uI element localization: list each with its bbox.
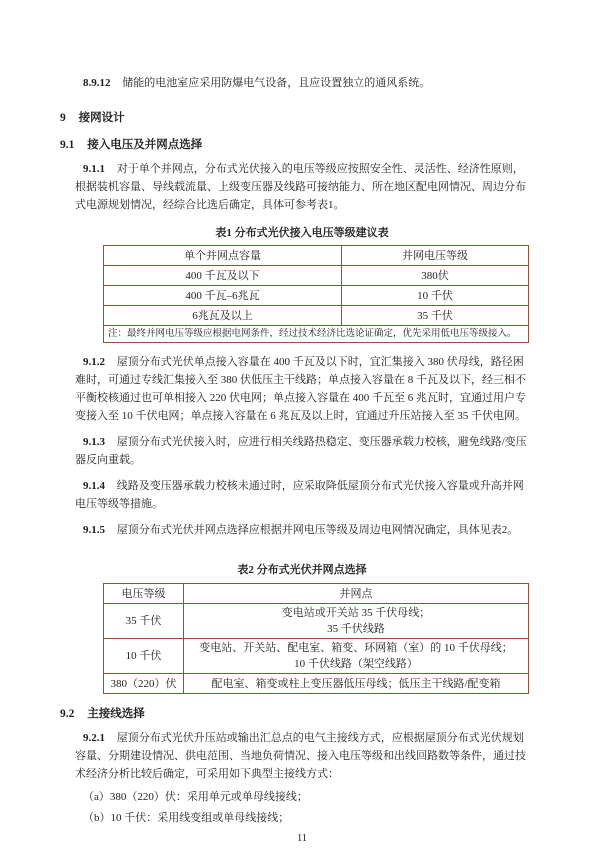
clause-text: 屋顶分布式光伏升压站或输出汇总点的电气主接线方式，应根据屋顶分布式光伏规划容量、分期建设情况、供电范围、当地负荷情况、接入电压等级和出线回路数等条件，通过技术经济分析比较后确定，可采用如下典型主接线方式：	[75, 732, 526, 780]
heading-title: 主接线选择	[87, 708, 145, 720]
heading-number: 9.2	[60, 708, 75, 720]
heading-title: 接入电压及并网点选择	[87, 139, 203, 151]
point-line: 变电站或开关站 35 千伏母线；	[281, 607, 431, 619]
table-2-header-voltage: 电压等级	[104, 584, 184, 604]
clause-9-2-1	[75, 729, 529, 783]
clause-number: 9.1.4	[83, 480, 105, 492]
table-1-header-capacity: 单个并网点容量	[104, 246, 342, 266]
clause-9-1-4	[75, 477, 529, 513]
table-cell-voltage: 35 千伏	[342, 306, 529, 326]
section-heading-9-1	[60, 136, 529, 154]
clause-9-1-1	[75, 160, 529, 214]
clause-text: 储能的电池室应采用防爆电气设备，且应设置独立的通风系统。	[122, 77, 431, 89]
page-number: 11	[296, 833, 308, 844]
clause-number: 9.1.1	[83, 163, 105, 175]
table-1-note: 注：最终并网电压等级应根据电网条件，经过技术经济比选论证确定，优先采用低电压等级接入。	[104, 326, 529, 343]
list-item-b: （b）10 千伏：采用线变组或单母线接线；	[83, 812, 290, 824]
table-1-header-voltage: 并网电压等级	[342, 246, 529, 266]
clause-9-1-5	[75, 521, 529, 539]
point-line: 配电室、箱变或柱上变压器低压母线；低压主干线路/配变箱	[211, 677, 501, 690]
table-2	[103, 583, 529, 694]
clause-text: 屋顶分布式光伏单点接入容量在 400 千瓦及以下时，宜汇集接入 380 伏母线，路径困难时，可通过专线汇集接入至 380 伏低压主干线路；单点接入容量在 8 千瓦及以下，经三相不平衡校核通过也可单相接入 220 伏电网；单点接入容量在 400 千瓦至 6 兆瓦时，宜通过用户专变接入至 10 千伏电网；单点接入容量在 6 兆瓦及以上时，宜通过升压站接入至 35 千伏电网。	[75, 356, 526, 422]
clause-9-1-2	[75, 353, 529, 425]
clause-number: 9.1.2	[83, 356, 105, 368]
table-1	[103, 245, 529, 343]
table-cell-point	[184, 674, 529, 694]
table-cell-capacity: 400 千瓦及以下	[104, 266, 342, 286]
table-cell-voltage: 10 千伏	[342, 286, 529, 306]
table-row	[104, 286, 529, 306]
table-cell-voltage: 35 千伏	[104, 604, 184, 639]
heading-number: 9	[60, 112, 66, 124]
table-row	[104, 639, 529, 674]
heading-number: 9.1	[60, 139, 75, 151]
table-cell-voltage: 10 千伏	[104, 639, 184, 674]
point-line: 35 千伏线路	[327, 623, 385, 635]
table-row	[104, 604, 529, 639]
clause-number: 8.9.12	[83, 77, 111, 89]
table-2-caption: 表2 分布式光伏并网点选择	[237, 564, 367, 576]
list-item-a: （a）380（220）伏：采用单元或单母线接线；	[83, 791, 308, 803]
table-row	[104, 674, 529, 694]
clause-number: 9.2.1	[83, 732, 105, 744]
clause-text: 线路及变压器承载力校核未通过时，应采取降低屋顶分布式光伏接入容量或升高并网电压等级等措施。	[75, 480, 524, 510]
table-cell-point	[184, 604, 529, 639]
clause-number: 9.1.3	[83, 436, 105, 448]
table-row	[104, 306, 529, 326]
point-line: 10 千伏线路（架空线路）	[294, 658, 418, 670]
section-heading-9	[60, 109, 529, 127]
clause-number: 9.1.5	[83, 524, 105, 536]
table-1-header-row	[104, 246, 529, 266]
point-line: 变电站、开关站、配电室、箱变、环网箱（室）的 10 千伏母线；	[199, 642, 513, 654]
table-row	[104, 266, 529, 286]
table-cell-voltage: 380伏	[342, 266, 529, 286]
clause-text: 屋顶分布式光伏接入时，应进行相关线路热稳定、变压器承载力校核，避免线路/变压器反向重载。	[75, 436, 527, 466]
table-1-note-row	[104, 326, 529, 343]
heading-title: 接网设计	[78, 112, 125, 124]
table-cell-capacity: 6兆瓦及以上	[104, 306, 342, 326]
table-cell-capacity: 400 千瓦–6兆瓦	[104, 286, 342, 306]
table-2-header-row	[104, 584, 529, 604]
clause-8-9-12	[75, 74, 529, 92]
table-2-header-point: 并网点	[184, 584, 529, 604]
table-1-caption: 表1 分布式光伏接入电压等级建议表	[215, 227, 389, 239]
clause-text: 屋顶分布式光伏并网点选择应根据并网电压等级及周边电网情况确定，具体见表2。	[116, 524, 519, 536]
clause-9-1-3	[75, 433, 529, 469]
clause-text: 对于单个并网点，分布式光伏接入的电压等级应按照安全性、灵活性、经济性原则，根据装机容量、导线载流量、上级变压器及线路可接纳能力、所在地区配电网情况、周边分布式电源规划情况，经综合比选后确定，具体可参考表1。	[75, 163, 526, 211]
section-heading-9-2	[60, 705, 529, 723]
table-cell-voltage: 380（220）伏	[104, 674, 184, 694]
table-cell-point	[184, 639, 529, 674]
